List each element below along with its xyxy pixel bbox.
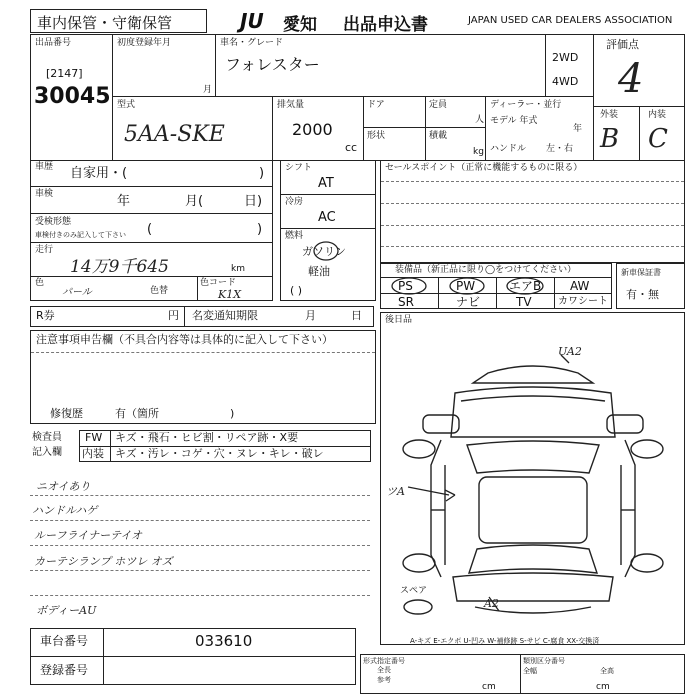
listing-label: 出品番号 <box>35 38 72 48</box>
exterior-label: 外装 <box>600 110 619 120</box>
form-title: 出品申込書 <box>343 15 428 35</box>
car-name-label: 車名・グレード <box>220 38 284 48</box>
interior-grade: C <box>648 124 668 154</box>
spare-label: スペア <box>400 586 428 596</box>
diagram-mark-top: UA2 <box>558 345 582 358</box>
warranty-value: 有・無 <box>626 288 659 301</box>
org-name: 愛知 <box>283 15 317 35</box>
capacity-label: 定員 <box>429 100 448 110</box>
color-code-label: 色コード <box>200 278 237 288</box>
mileage-label: 走行 <box>35 245 54 255</box>
ac-value: AC <box>318 210 336 225</box>
grade-value: 4 <box>618 56 644 102</box>
rear-label: 後日品 <box>385 315 413 325</box>
fuel-circle-mark <box>311 240 341 262</box>
drive-4wd: 4WD <box>552 75 579 88</box>
note-2: ハンドルハゲ <box>32 504 98 517</box>
equipment-label: 装備品（新正品に限り◯をつけてください） <box>395 265 577 275</box>
mileage-unit: km <box>231 264 245 274</box>
inspection-day: 日) <box>244 194 263 209</box>
listing-number: 30045 <box>34 84 111 109</box>
note-5: ボディーAU <box>36 604 97 617</box>
equip-airbag: エアB <box>509 279 542 293</box>
registration-label: 初度登録年月 <box>117 38 172 48</box>
year-unit: 年 <box>573 124 583 134</box>
capacity-unit: 人 <box>475 115 485 125</box>
equipment-circle-marks <box>380 277 612 295</box>
tax-notice-label: 名変通知期限 <box>192 309 258 322</box>
r-ticket-label: R券 <box>36 309 55 322</box>
inspection-month: 月( <box>185 194 204 209</box>
form-code-ref: 参考 <box>377 676 391 684</box>
inspector-label-2: 記入欄 <box>32 447 62 458</box>
displacement-unit: cc <box>345 141 358 154</box>
equip-tv: TV <box>516 295 532 309</box>
note-1: ニオイあり <box>36 480 91 493</box>
shape-label: 形状 <box>367 131 386 141</box>
inspector-int-items: キズ・汚レ・コゲ・穴・ヌレ・キレ・破レ <box>115 447 324 460</box>
association-name: JAPAN USED CAR DEALERS ASSOCIATION <box>468 15 673 26</box>
fuel-gasoline: ガソリン <box>302 245 346 258</box>
interior-label: 内装 <box>648 110 667 120</box>
class-code-sub1: 全幅 <box>523 667 537 675</box>
inspection-label: 車検 <box>35 189 54 199</box>
door-label: ドア <box>367 100 385 110</box>
diagram-mark-bottom: A2 <box>484 597 499 610</box>
equip-navi: ナビ <box>456 295 481 309</box>
chassis-value: 033610 <box>195 632 253 650</box>
color-value: パール <box>62 287 92 298</box>
note-4: カーテシランプ ホツレ オズ <box>34 555 173 568</box>
history-close: ) <box>259 166 265 181</box>
notes-label: 注意事項申告欄（不具合内容等は具体的に記入して下さい） <box>36 333 333 346</box>
tax-notice-day: 日 <box>351 309 362 322</box>
storage-label: 車内保管・守衛保管 <box>37 14 173 32</box>
receiving-label: 受検形態 <box>35 217 72 227</box>
shift-label: シフト <box>285 163 313 173</box>
car-diagram <box>383 345 683 625</box>
plate-label: 登録番号 <box>40 663 89 677</box>
fuel-diesel: 軽油 <box>308 265 330 278</box>
form-code-label: 形式指定番号 <box>363 657 405 665</box>
registration-month-unit: 月 <box>203 85 213 95</box>
equip-ps: PS <box>398 279 413 293</box>
tax-notice-month: 月 <box>305 309 316 322</box>
sales-point-section <box>380 160 685 263</box>
storage-box <box>30 9 207 33</box>
model-label: 型式 <box>117 100 136 110</box>
class-code-label: 類別区分番号 <box>523 657 565 665</box>
receiving-open: ( <box>147 222 153 237</box>
displacement-value: 2000 <box>292 120 333 139</box>
sales-point-label: セールスポイント（正常に機能するものに限る） <box>385 163 583 173</box>
exterior-grade: B <box>600 124 620 154</box>
inspector-fw-items: キズ・飛石・ヒビ割・リペア跡・X要 <box>115 431 299 444</box>
class-code-unit: cm <box>596 682 610 692</box>
equip-sr: SR <box>398 295 414 309</box>
grade-label: 評価点 <box>606 38 639 51</box>
inspector-fw: FW <box>85 431 103 444</box>
warranty-label: 新車保証書 <box>621 268 661 277</box>
fuel-label: 燃料 <box>285 231 304 241</box>
color-code-value: K1X <box>218 288 242 301</box>
load-label: 積載 <box>429 131 448 141</box>
color-label: 色 <box>35 278 45 288</box>
damage-legend: A-キズ E-エクボ U-凹み W-補修跡 S-サビ C-腐食 XX-交換済 <box>410 637 600 645</box>
inspection-year: 年 <box>117 194 131 209</box>
color-change-label: 色替 <box>150 286 169 296</box>
mileage-value: 14万9千645 <box>70 257 169 277</box>
model-value: 5AA-SKE <box>124 122 225 147</box>
r-ticket-unit: 円 <box>168 309 179 322</box>
fuel-other: ( ) <box>290 284 303 297</box>
note-3: ルーフライナーテイオ <box>34 529 143 542</box>
inspector-int: 内装 <box>82 447 104 460</box>
chassis-label: 車台番号 <box>40 634 89 648</box>
repair-value: 有（箇所 <box>115 407 159 420</box>
ju-logo: JU <box>240 9 264 33</box>
dealer-label: ディーラー・並行 <box>490 100 562 110</box>
car-name-value: フォレスター <box>225 55 320 74</box>
displacement-label: 排気量 <box>277 100 305 110</box>
load-unit: kg <box>473 147 484 157</box>
history-value: 自家用・( <box>70 166 128 181</box>
repair-label: 修復歴 <box>50 407 83 420</box>
equip-seat: カワシート <box>558 296 608 307</box>
handle-label: ハンドル <box>490 144 527 154</box>
class-code-sub2: 全高 <box>600 667 614 675</box>
handle-options: 左・右 <box>546 144 574 154</box>
repair-close: ) <box>230 407 235 420</box>
equip-aw: AW <box>570 279 590 293</box>
listing-sub-number: [2147] <box>46 67 83 80</box>
model-year-label: モデル 年式 <box>490 116 538 126</box>
history-label: 車歴 <box>35 162 54 172</box>
drive-2wd: 2WD <box>552 51 579 64</box>
form-code-unit: cm <box>482 682 496 692</box>
receiving-close: ) <box>257 222 263 237</box>
inspector-label-1: 検査員 <box>32 432 62 443</box>
form-code-sub: 全長 <box>377 666 391 674</box>
shift-value: AT <box>318 176 334 191</box>
equip-pw: PW <box>456 279 476 293</box>
receiving-note: 車検付きのみ記入して下さい <box>35 231 126 239</box>
diagram-mark-side: ツA <box>386 485 405 498</box>
ac-label: 冷房 <box>285 197 304 207</box>
